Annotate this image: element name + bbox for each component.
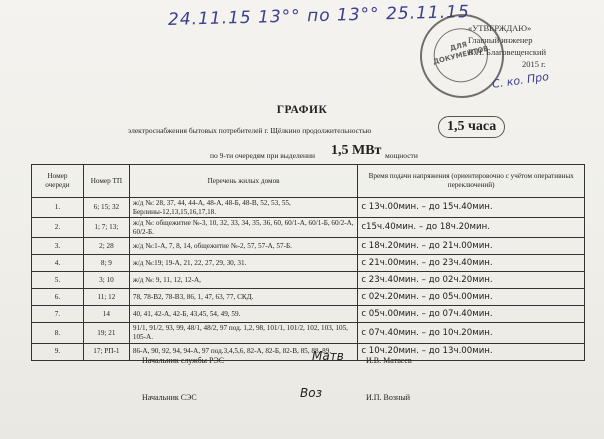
subtitle: электроснабжения бытовых потребителей г. Щёлкино продолжительностью [128, 126, 372, 135]
cell-houses: ж/д №: общежитие №-3, 10, 32, 33, 34, 35, 36, 60, 60/1-А, 60/1-Б, 60/2-А, 60/2-Б. [129, 218, 357, 238]
handwritten-date-note: 24.11.15 13°° по 13°° 25.11.15 [167, 2, 471, 30]
header-time: Время подачи напряжения (ориентировочно с учётом оперативных переключений) [358, 165, 585, 198]
cell-houses: 86-А, 90, 92, 94, 94-А, 97 под.3,4,5,6, 82-А, 82-Б, 82-В, 85, 88, 89. [129, 343, 357, 360]
power-highlight: 1,5 МВт [331, 143, 382, 158]
cell-tp: 6; 15; 32 [83, 198, 129, 218]
table-row [32, 272, 585, 289]
stamp-text: ДЛЯ ДОКУМЕНТОВ [432, 40, 490, 67]
cell-tp: 11; 12 [83, 289, 129, 306]
signer-1-name: И.В. Матвеев [366, 356, 412, 365]
table-row [32, 238, 585, 255]
cell-queue: 6. [32, 289, 84, 306]
table-row [32, 218, 585, 238]
cell-houses: ж/д №:1-А, 7, 8, 14, общежитие №-2, 57, 57-А, 57-Б. [129, 238, 357, 255]
cell-time: с 02ч.20мин. – до 05ч.00мин. [358, 289, 585, 306]
cell-time: с 05ч.00мин. – до 07ч.40мин. [358, 306, 585, 323]
signer-1-signature: Матв [312, 349, 344, 363]
table-row [32, 323, 585, 343]
table-row [32, 289, 585, 306]
cell-tp: 17; РП-1 [83, 343, 129, 360]
schedule-table [31, 164, 585, 361]
cell-time: с 21ч.00мин. – до 23ч.40мин. [358, 255, 585, 272]
cell-tp: 1; 7; 13; [83, 218, 129, 238]
duration-highlight: 1,5 часа [438, 116, 505, 138]
cell-time: с 23ч.40мин. – до 02ч.20мин. [358, 272, 585, 289]
cell-houses: 78, 78-В2, 78-В3, 86, 1, 47, 63, 77, СКД. [129, 289, 357, 306]
approval-year: 2015 г. [522, 59, 546, 69]
page-title: ГРАФИК [276, 104, 328, 116]
cell-queue: 2. [32, 218, 84, 238]
cell-tp: 3; 10 [83, 272, 129, 289]
approval-position: Главный инженер [468, 35, 533, 45]
header-tp: Номер ТП [83, 165, 129, 198]
cell-queue: 8. [32, 323, 84, 343]
cell-tp: 8; 9 [83, 255, 129, 272]
signer-2-name: И.П. Возный [366, 393, 410, 402]
cell-queue: 7. [32, 306, 84, 323]
cell-tp: 19; 21 [83, 323, 129, 343]
approval-signature: С. ко. Про [491, 70, 550, 91]
cell-queue: 5. [32, 272, 84, 289]
signer-1-role: Начальник службы РЭС [142, 356, 225, 365]
cell-houses: ж/д №:19; 19-А, 21, 22, 27, 29, 30, 31. [129, 255, 357, 272]
table-row [32, 343, 585, 360]
cell-houses: ж/д №: 9, 11, 12, 12-А, [129, 272, 357, 289]
cell-queue: 3. [32, 238, 84, 255]
cell-tp: 2; 28 [83, 238, 129, 255]
table-row [32, 255, 585, 272]
cell-time: с 18ч.20мин. – до 21ч.00мин. [358, 238, 585, 255]
header-queue: Номер очереди [32, 165, 84, 198]
cell-houses: 40, 41, 42-А, 42-Б, 43,45, 54, 49, 59. [129, 306, 357, 323]
cell-time: с 10ч.20мин. – до 13ч.00мин. [358, 343, 585, 360]
table-row [32, 306, 585, 323]
signer-2-role: Начальник СЭС [142, 393, 197, 402]
cell-queue: 1. [32, 198, 84, 218]
cell-houses: 91/1, 91/2, 93, 99, 48/1, 48/2, 97 под. 1,2, 98, 101/1, 101/2, 102, 103, 105, 105-А. [129, 323, 357, 343]
subtitle-queues: по 9-ти очередям при выделении [210, 151, 316, 160]
cell-houses: ж/д №: 28, 37, 44, 44-А, 48-А, 48-Б, 48-В, 52, 53, 55, Берлины-12,13,15,16,17,18. [129, 198, 357, 218]
signer-2-signature: Воз [300, 386, 322, 400]
table-header-row [32, 165, 585, 198]
cell-time: с15ч.40мин. – до 18ч.20мин. [358, 218, 585, 238]
header-houses: Перечень жилых домов [129, 165, 357, 198]
cell-queue: 4. [32, 255, 84, 272]
cell-time: с 13ч.00мин. – до 15ч.40мин. [358, 198, 585, 218]
cell-time: с 07ч.40мин. – до 10ч.20мин. [358, 323, 585, 343]
approval-block [468, 22, 600, 70]
cell-tp: 14 [83, 306, 129, 323]
approval-name: В.Н. Благовещенский [468, 47, 547, 57]
power-suffix: мощности [385, 151, 418, 160]
approval-label: «УТВЕРЖДАЮ» [468, 23, 532, 33]
table-row [32, 198, 585, 218]
cell-queue: 9. [32, 343, 84, 360]
